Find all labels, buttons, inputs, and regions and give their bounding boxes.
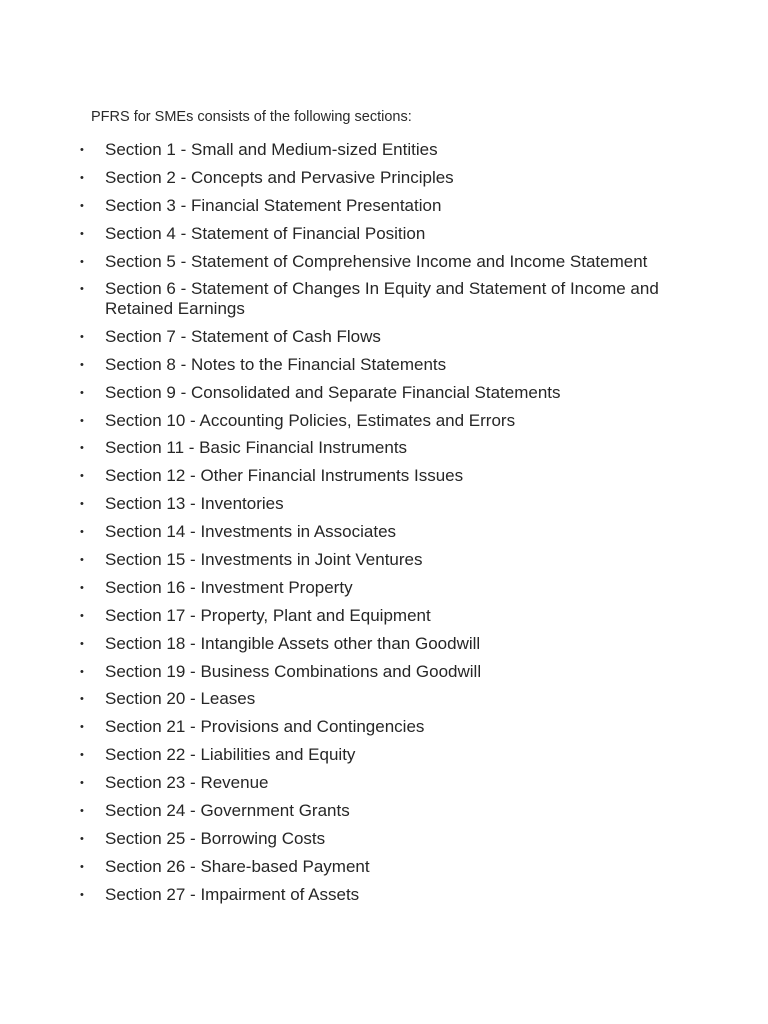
list-item <box>0 634 768 654</box>
section-label: Section 22 - Liabilities and Equity <box>105 745 356 765</box>
bullet-icon: • <box>80 199 84 212</box>
bullet-icon: • <box>80 553 84 566</box>
bullet-icon: • <box>80 526 84 539</box>
list-item <box>0 662 768 682</box>
list-item <box>0 466 768 486</box>
section-label: Section 21 - Provisions and Contingencies <box>105 717 425 737</box>
section-label: Section 3 - Financial Statement Presentation <box>105 195 442 215</box>
section-label: Section 7 - Statement of Cash Flows <box>105 326 381 346</box>
bullet-icon: • <box>80 171 84 184</box>
section-label: Section 2 - Concepts and Pervasive Principles <box>105 167 454 187</box>
section-label: Section 26 - Share-based Payment <box>105 856 370 876</box>
bullet-icon: • <box>80 665 84 678</box>
bullet-icon: • <box>80 283 84 296</box>
section-list <box>0 140 768 913</box>
section-label: Section 6 - Statement of Changes In Equity and Statement of Income and Retained Earnings <box>105 279 659 318</box>
bullet-icon: • <box>80 860 84 873</box>
bullet-icon: • <box>80 777 84 790</box>
list-item <box>0 383 768 403</box>
list-item <box>0 550 768 570</box>
section-label: Section 12 - Other Financial Instruments Issues <box>105 466 464 486</box>
list-item <box>0 279 768 318</box>
bullet-icon: • <box>80 227 84 240</box>
list-item <box>0 689 768 709</box>
bullet-icon: • <box>80 721 84 734</box>
section-label: Section 17 - Property, Plant and Equipment <box>105 605 431 625</box>
list-item <box>0 168 768 188</box>
section-label: Section 27 - Impairment of Assets <box>105 884 360 904</box>
bullet-icon: • <box>80 609 84 622</box>
intro-text: PFRS for SMEs consists of the following sections: <box>91 109 412 125</box>
bullet-icon: • <box>80 255 84 268</box>
list-item <box>0 773 768 793</box>
list-item <box>0 885 768 905</box>
bullet-icon: • <box>80 749 84 762</box>
section-label: Section 23 - Revenue <box>105 773 269 793</box>
section-label: Section 15 - Investments in Joint Ventures <box>105 549 423 569</box>
list-item <box>0 224 768 244</box>
bullet-icon: • <box>80 330 84 343</box>
section-label: Section 5 - Statement of Comprehensive Income and Income Statement <box>105 251 648 271</box>
list-item <box>0 857 768 877</box>
bullet-icon: • <box>80 888 84 901</box>
list-item <box>0 801 768 821</box>
list-item <box>0 411 768 431</box>
section-label: Section 20 - Leases <box>105 689 256 709</box>
section-label: Section 24 - Government Grants <box>105 800 350 820</box>
list-item <box>0 494 768 514</box>
bullet-icon: • <box>80 804 84 817</box>
bullet-icon: • <box>80 581 84 594</box>
bullet-icon: • <box>80 498 84 511</box>
section-label: Section 19 - Business Combinations and Goodwill <box>105 661 482 681</box>
list-item <box>0 327 768 347</box>
section-label: Section 14 - Investments in Associates <box>105 522 397 542</box>
bullet-icon: • <box>80 693 84 706</box>
section-label: Section 11 - Basic Financial Instruments <box>105 438 408 458</box>
bullet-icon: • <box>80 442 84 455</box>
bullet-icon: • <box>80 386 84 399</box>
section-label: Section 16 - Investment Property <box>105 577 353 597</box>
list-item <box>0 745 768 765</box>
bullet-icon: • <box>80 144 84 156</box>
section-label: Section 1 - Small and Medium-sized Entities <box>105 140 438 159</box>
bullet-icon: • <box>80 414 84 427</box>
list-item <box>0 606 768 626</box>
bullet-icon: • <box>80 470 84 483</box>
section-label: Section 25 - Borrowing Costs <box>105 828 326 848</box>
section-label: Section 9 - Consolidated and Separate Financial Statements <box>105 382 561 402</box>
section-label: Section 18 - Intangible Assets other than Goodwill <box>105 633 481 653</box>
list-item <box>0 196 768 216</box>
bullet-icon: • <box>80 637 84 650</box>
list-item <box>0 522 768 542</box>
list-item <box>0 140 768 160</box>
bullet-icon: • <box>80 358 84 371</box>
section-label: Section 4 - Statement of Financial Position <box>105 223 426 243</box>
section-label: Section 8 - Notes to the Financial Statements <box>105 354 447 374</box>
list-item <box>0 355 768 375</box>
section-label: Section 10 - Accounting Policies, Estimates and Errors <box>105 410 516 430</box>
list-item <box>0 252 768 272</box>
list-item <box>0 717 768 737</box>
list-item <box>0 829 768 849</box>
bullet-icon: • <box>80 832 84 845</box>
list-item <box>0 438 768 458</box>
section-label: Section 13 - Inventories <box>105 494 284 514</box>
list-item <box>0 578 768 598</box>
